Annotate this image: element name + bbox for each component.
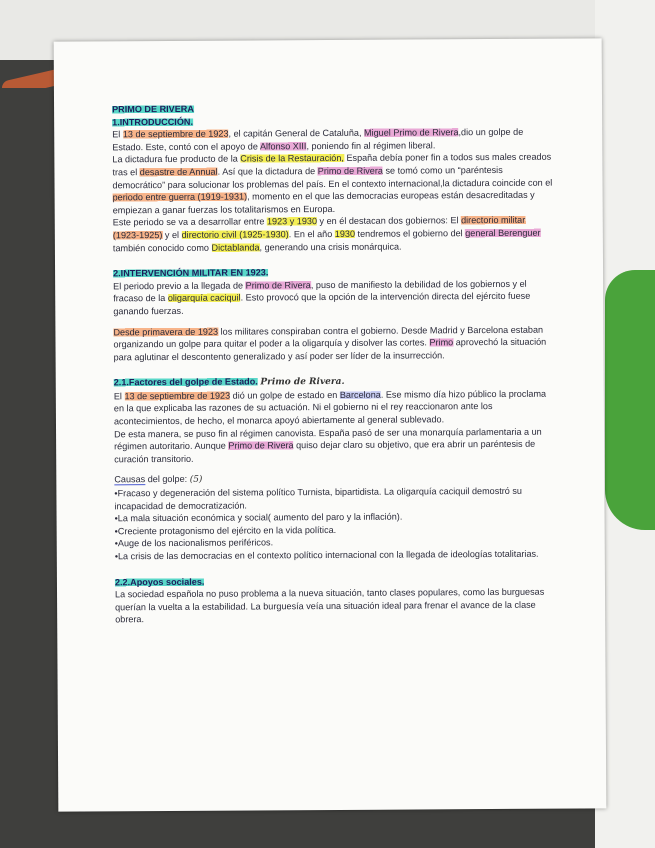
section-heading: 1.INTRODUCCIÓN. bbox=[112, 116, 194, 127]
document-content bbox=[112, 101, 555, 627]
list-item: •La mala situación económica y social( aumento del paro y la inflación). bbox=[114, 511, 403, 524]
paragraph: El 13 de septiembre de 1923, el capitán General de Cataluña, Miguel Primo de Rivera,dio un golpe de Estado. Este, contó con el apoyo de Alfonso XIII, poniendo fin al régimen liberal. bbox=[112, 127, 524, 153]
paragraph: El periodo previo a la llegada de Primo de Rivera, puso de manifiesto la debilidad de los gobiernos y el fracaso de la oligarquía caciquil. Esto provocó que la opción de la intervención directa del ejército fuese ganando fuerzas. bbox=[113, 278, 531, 317]
section-heading: 2.INTERVENCIÓN MILITAR EN 1923. bbox=[113, 267, 269, 279]
document-page bbox=[54, 38, 607, 811]
paragraph: Este periodo se va a desarrollar entre 1923 y 1930 y en él destacan dos gobiernos: El directorio militar (1923-1925) y el directorio civil (1925-1930). En el año 1930 tendremos el gobierno del general Berenguer también conocido como Dictablanda, generando una crisis monárquica. bbox=[112, 215, 541, 253]
list-item: •Auge de los nacionalismos periféricos. bbox=[114, 537, 274, 549]
list-item: •Creciente protagonismo del ejército en la vida política. bbox=[114, 524, 337, 537]
paragraph: De esta manera, se puso fin al régimen canovista. España pasó de ser una monarquía parlamentaria a un régimen autoritario. Aunque Primo de Rivera quiso dejar claro su objetivo, que era abrir un paréntesis de curación transitorio. bbox=[114, 426, 542, 465]
paragraph: La sociedad española no puso problema a la nueva situación, tanto clases populares, como las burguesas querían la vuelta a la estabilidad. La burguesía veía una situación ideal para frenar el avance de la clase obrera. bbox=[115, 586, 545, 625]
paragraph: El 13 de septiembre de 1923 dió un golpe de estado en Barcelona. Ese mismo día hizo público la proclama en la que explicaba las razones de su actuación. Ni el gobierno ni el rey reaccionaron ante los acontecimientos, de hecho, el monarca apoyó abiertamente al general sublevado. bbox=[113, 388, 547, 427]
causes-label: Causas del golpe: (5) bbox=[114, 474, 203, 486]
paragraph: La dictadura fue producto de la Crisis de la Restauración, España debía poner fin a todos sus males creados tras el desastre de Annual. Así que la dictadura de Primo de Rivera se tomó como un “paréntesis democrático” para solucionar los problemas del país. En el contexto internacional,la dictadura coincide con el periodo entre guerra (1919-1931), momento en el que las democracias europeas están desacreditadas y empiezan a ganar fuerzas los totalitarismos en Europa. bbox=[112, 152, 553, 216]
section-heading: 2.2.Apoyos sociales. bbox=[114, 576, 205, 587]
list-item: •La crisis de las democracias en el contexto político internacional con la llegada de ideologías totalitarias. bbox=[114, 548, 539, 562]
handwritten-note: Primo de Rivera. bbox=[260, 377, 345, 388]
list-item: •Fracaso y degeneración del sistema político Turnista, bipartidista. La oligarquía caciquil demostró su incapacidad de democratización. bbox=[114, 485, 522, 511]
handwritten-note: (5) bbox=[189, 475, 203, 486]
paragraph: Desde primavera de 1923 los militares conspiraban contra el gobierno. Desde Madrid y Barcelona estaban organizando un golpe para quitar el poder a la oligarquía y disolver las cortes. Primo aprovechó la situación para aglutinar el descontento generalizado y así poder ser líder de la insurrección. bbox=[113, 324, 547, 363]
document-title: PRIMO DE RIVERA bbox=[112, 103, 194, 115]
section-heading: 2.1.Factores del golpe de Estado. bbox=[113, 376, 258, 388]
green-object bbox=[605, 270, 655, 530]
